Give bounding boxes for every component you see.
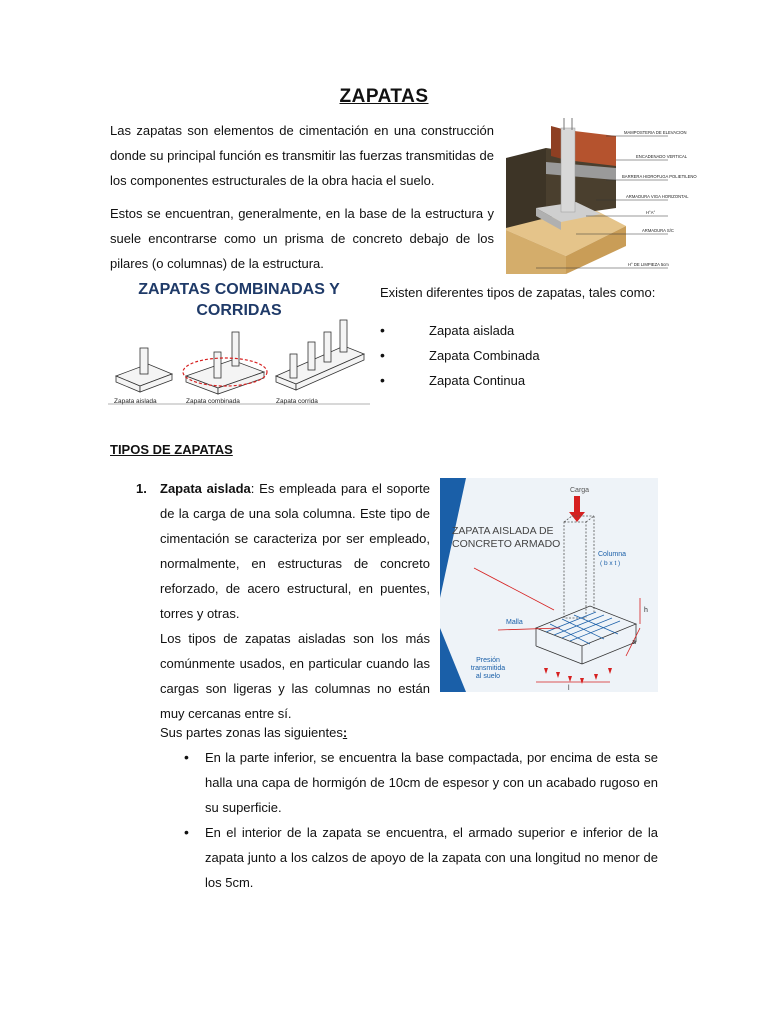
- label-presion-3: al suelo: [475, 673, 501, 680]
- caption-combinada: Zapata combinada: [186, 398, 240, 405]
- label-mamposteria: MAMPOSTERIA DE ELEVACION: [624, 130, 687, 135]
- label-carga: Carga: [570, 487, 590, 494]
- label-ha: H°A°: [646, 210, 656, 215]
- location-paragraph: Estos se encuentran, generalmente, en la base de la estructura y suele encontrarse como un prisma de concreto debajo de los pilares (o columnas) de la estructura.: [110, 206, 494, 271]
- item-body: [160, 476, 430, 726]
- label-barrera: BARRERA HIDROFUGA POLIETILENO: [622, 174, 697, 179]
- label-encadenado: ENCADENADO VERTICAL: [636, 154, 688, 159]
- item-number: 1.: [136, 481, 147, 496]
- figure2-heading-line1: ZAPATAS COMBINADAS Y: [138, 281, 340, 298]
- label-h: h: [644, 607, 648, 614]
- parts-intro: [160, 720, 347, 745]
- caption-aislada: Zapata aislada: [114, 398, 157, 405]
- figure2-heading-line2: CORRIDAS: [196, 302, 282, 319]
- parts-list: [160, 745, 658, 895]
- figure3-title-line1: ZAPATA AISLADA DE: [452, 525, 554, 537]
- item-text-2: Los tipos de zapatas aisladas son los más comúnmente usados, en particular cuando las cargas son ligeras y las columnas no están muy cercanas entre sí.: [160, 631, 430, 721]
- label-malla: Malla: [506, 619, 523, 626]
- item-term: Zapata aislada: [160, 481, 251, 496]
- intro-paragraph: Las zapatas son elementos de cimentación en una construcción donde su principal función es transmitir las fuerzas transmitidas de los componentes estructurales de la obra hacia el suelo.: [110, 123, 494, 188]
- list-item: • Zapata Combinada: [380, 343, 540, 368]
- page-title: ZAPATAS: [339, 86, 429, 107]
- label-armadura-sc: ARMADURA S/C: [642, 228, 674, 233]
- parts-colon: :: [342, 725, 348, 740]
- figure3-title-line2: CONCRETO ARMADO: [452, 538, 561, 550]
- parts-intro-text: Sus partes zonas las siguientes: [160, 725, 343, 740]
- caption-corrida: Zapata corrida: [276, 398, 318, 405]
- list-item: • Zapata Continua: [380, 368, 540, 393]
- section-title: TIPOS DE ZAPATAS: [110, 442, 233, 457]
- isolated-footing-figure: [440, 478, 658, 692]
- label-presion-1: Presión: [476, 657, 500, 664]
- label-columna: Columna: [598, 551, 627, 558]
- types-intro: Existen diferentes tipos de zapatas, tales como:: [380, 285, 656, 300]
- label-bxt: ( b x t ): [600, 560, 621, 567]
- combined-footings-figure: [108, 276, 370, 408]
- types-list: [380, 318, 540, 393]
- label-l: l: [568, 685, 570, 692]
- item-text: : Es empleada para el soporte de la carga de una sola columna. Este tipo de cimentación se caracteriza por ser empleado, normalmente, en estructuras de concreto reforzado, de acero estructural, en puentes, torres y otras.: [160, 481, 430, 621]
- list-item: • En el interior de la zapata se encuentra, el armado superior e inferior de la zapata junto a los calzos de apoyo de la zapata con una longitud no menor de los 5cm.: [160, 820, 658, 895]
- list-item: • En la parte inferior, se encuentra la base compactada, por encima de esta se halla una capa de hormigón de 10cm de espesor y con un acabado rugoso en su superficie.: [160, 745, 658, 820]
- label-a: a: [632, 639, 636, 646]
- foundation-section-figure: [506, 118, 697, 274]
- label-limpieza: H° DE LIMPIEZA 5cm: [628, 262, 669, 267]
- label-armadura-viga: ARMADURA VIGA HORIZONTAL: [626, 194, 689, 199]
- list-item: • Zapata aislada: [380, 318, 540, 343]
- label-presion-2: transmitida: [470, 665, 506, 672]
